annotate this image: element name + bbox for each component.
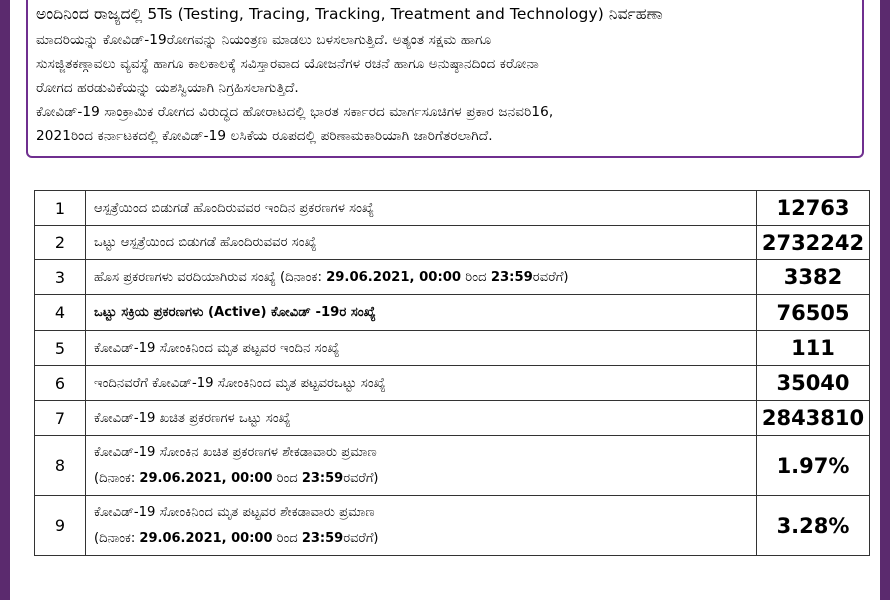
row-value: 1.97% — [757, 436, 870, 496]
table-row — [35, 401, 870, 436]
row-number: 7 — [35, 401, 86, 436]
row-value: 2843810 — [757, 401, 870, 436]
date-to: 23:59 — [301, 470, 344, 486]
row-description — [86, 436, 757, 496]
date-from: 29.06.2021, 00:00 — [139, 470, 273, 486]
table-row — [35, 496, 870, 556]
info-line-2: ಮಾದರಿಯನ್ನು ಕೋವಿಡ್-19ರೋಗವನ್ನು ನಿಯಂತ್ರಣ ಮಾಡಲು ಬಳಸಲಾಗುತ್ತಿದೆ. ಅತ್ಯಂತ ಸಕ್ಷಮ ಹಾಗೂ — [36, 32, 492, 48]
left-page-border — [0, 0, 10, 600]
row-description — [86, 295, 757, 331]
info-line-6: 2021ರಿಂದ ಕರ್ನಾಟಕದಲ್ಲಿ ಕೋವಿಡ್-19 ಲಸಿಕೆಯ ರೂಪದಲ್ಲಿ ಪರಿಣಾಮಕಾರಿಯಾಗಿ ಜಾರಿಗೆತರಲಾಗಿದೆ. — [36, 128, 493, 144]
row-description: ಇಂದಿನವರೆಗೆ ಕೋವಿಡ್-19 ಸೋಂಕಿನಿಂದ ಮೃತ ಪಟ್ಟವರಒಟ್ಟು ಸಂಖ್ಯೆ — [86, 366, 757, 401]
table-row — [35, 436, 870, 496]
table-row — [35, 331, 870, 366]
covid-stats-table — [34, 190, 870, 556]
row-number: 8 — [35, 436, 86, 496]
date-mid: ರಿಂದ — [461, 269, 491, 285]
row-value: 3382 — [757, 260, 870, 295]
row-description — [86, 260, 757, 295]
info-line-5: ಕೋವಿಡ್-19 ಸಾಂಕ್ರಾಮಿಕ ರೋಗದ ವಿರುದ್ಧದ ಹೋರಾಟದಲ್ಲಿ ಭಾರತ ಸರ್ಕಾರದ ಮಾರ್ಗಸೂಚಿಗಳ ಪ್ರಕಾರ ಜನವರಿ16, — [36, 104, 554, 120]
row-description: ಕೋವಿಡ್-19 ಸೋಂಕಿನಿಂದ ಮೃತ ಪಟ್ಟವರ ಇಂದಿನ ಸಂಖ್ಯೆ — [86, 331, 757, 366]
row-number: 3 — [35, 260, 86, 295]
date-mid: ರಿಂದ — [272, 470, 302, 486]
table-row — [35, 295, 870, 331]
row-number: 2 — [35, 226, 86, 260]
row-value: 3.28% — [757, 496, 870, 556]
date-from: 29.06.2021, 00:00 — [326, 269, 462, 285]
row-value: 2732242 — [757, 226, 870, 260]
row-number: 1 — [35, 191, 86, 226]
info-line-3: ಸುಸಜ್ಜಿತಕಣ್ಗಾವಲು ವ್ಯವಸ್ಥೆ ಹಾಗೂ ಕಾಲಕಾಲಕ್ಕೆ ಸವಿಸ್ತಾರವಾದ ಯೋಜನೆಗಳ ರಚನೆ ಹಾಗೂ ಅನುಷ್ಠಾನದಿಂದ ಕರೋನಾ — [36, 56, 539, 72]
row-description: ಕೋವಿಡ್-19 ಖಚಿತ ಪ್ರಕರಣಗಳ ಒಟ್ಟು ಸಂಖ್ಯೆ — [86, 401, 757, 436]
row-value: 76505 — [757, 295, 870, 331]
row-value: 35040 — [757, 366, 870, 401]
row-description-text: ಹೊಸ ಪ್ರಕರಣಗಳು ವರದಿಯಾಗಿರುವ ಸಂಖ್ಯೆ (ದಿನಾಂಕ: — [94, 269, 327, 285]
row-number: 4 — [35, 295, 86, 331]
row-description-text: ಒಟ್ಟು ಸಕ್ರಿಯ ಪ್ರಕರಣಗಳು (Active) ಕೋವಿಡ್ -19ರ ಸಂಖ್ಯೆ — [94, 305, 376, 320]
row-description — [86, 496, 757, 556]
info-line-1: ಅಂದಿನಿಂದ ರಾಜ್ಯದಲ್ಲಿ 5Ts (Testing, Tracing, Tracking, Treatment and Technology) ನಿರ್ವಹಣಾ — [36, 5, 663, 23]
date-to: 23:59 — [490, 269, 533, 285]
row-description-text: ಕೋವಿಡ್-19 ಸೋಂಕಿನ ಖಚಿತ ಪ್ರಕರಣಗಳ ಶೇಕಡಾವಾರು ಪ್ರಮಾಣ — [94, 444, 377, 460]
row-description: ಒಟ್ಟು ಆಸ್ಪತ್ರೆಯಿಂದ ಬಿಡುಗಡೆ ಹೊಂದಿರುವವರ ಸಂಖ್ಯೆ — [86, 226, 757, 260]
date-mid: ರಿಂದ — [272, 530, 302, 546]
table-row — [35, 226, 870, 260]
right-page-border — [880, 0, 890, 600]
date-from: 29.06.2021, 00:00 — [139, 530, 273, 546]
row-description: ಆಸ್ಪತ್ರೆಯಿಂದ ಬಿಡುಗಡೆ ಹೊಂದಿರುವವರ ಇಂದಿನ ಪ್ರಕರಣಗಳ ಸಂಖ್ಯೆ — [86, 191, 757, 226]
row-date-range — [94, 466, 756, 492]
info-box — [26, 0, 864, 158]
table-row — [35, 260, 870, 295]
date-prefix: (ದಿನಾಂಕ: — [94, 530, 140, 546]
date-tail: ರವರೆಗೆ) — [343, 530, 379, 546]
row-number: 5 — [35, 331, 86, 366]
row-value: 12763 — [757, 191, 870, 226]
table-row — [35, 191, 870, 226]
date-tail: ರವರೆಗೆ) — [343, 470, 379, 486]
row-number: 9 — [35, 496, 86, 556]
row-description-text: ಕೋವಿಡ್-19 ಸೋಂಕಿನಿಂದ ಮೃತ ಪಟ್ಟವರ ಶೇಕಡಾವಾರು ಪ್ರಮಾಣ — [94, 504, 375, 520]
date-prefix: (ದಿನಾಂಕ: — [94, 470, 140, 486]
date-to: 23:59 — [301, 530, 344, 546]
row-date-range — [94, 526, 756, 552]
row-value: 111 — [757, 331, 870, 366]
info-line-4: ರೋಗದ ಹರಡುವಿಕೆಯನ್ನು ಯಶಸ್ವಿಯಾಗಿ ನಿಗ್ರಹಿಸಲಾಗುತ್ತಿದೆ. — [36, 80, 299, 96]
date-tail: ರವರೆಗೆ) — [532, 269, 569, 285]
row-number: 6 — [35, 366, 86, 401]
table-row — [35, 366, 870, 401]
